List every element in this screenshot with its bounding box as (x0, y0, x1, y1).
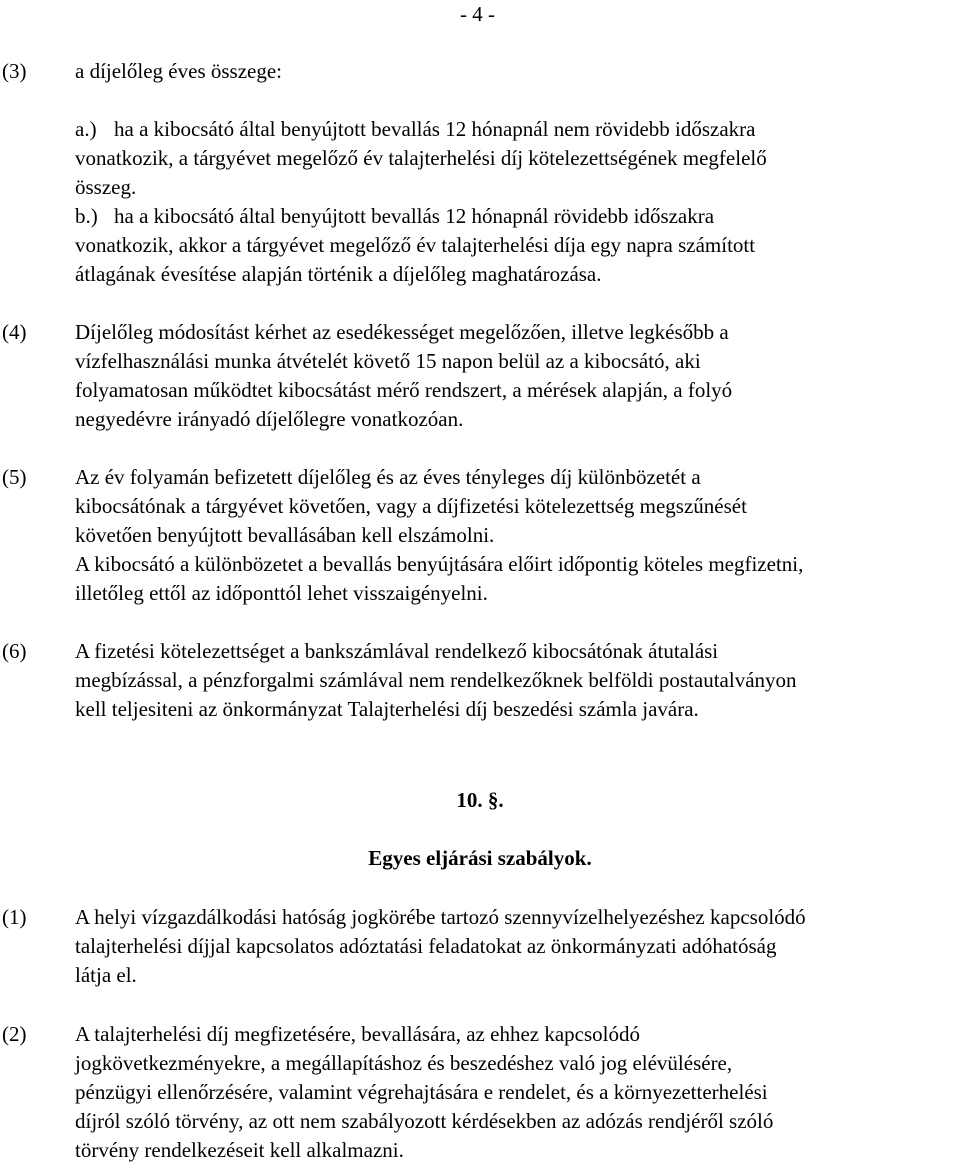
paragraph-6-line-1: A fizetési kötelezettséget a bankszámlával rendelkező kibocsátónak átutalási (75, 639, 719, 663)
item-a-marker: a.) (75, 117, 97, 141)
paragraph-5-line-1: Az év folyamán befizetett díjelőleg és az éves tényleges díj különbözetét a (75, 465, 701, 489)
item-b-line-1: ha a kibocsátó által benyújtott bevallás 12 hónapnál rövidebb időszakra (114, 204, 715, 228)
item-a-line-1: ha a kibocsátó által benyújtott bevallás 12 hónapnál nem rövidebb időszakra (114, 117, 756, 141)
paragraph-number-4: (4) (2, 320, 27, 344)
paragraph-number-3: (3) (2, 59, 27, 83)
section-paragraph-2-line-2: jogkövetkezményekre, a megállapításhoz és beszedéshez való jog elévülésére, (75, 1051, 733, 1075)
paragraph-4-line-4: negyedévre irányadó díjelőlegre vonatkozóan. (75, 407, 464, 431)
item-b-marker: b.) (75, 204, 98, 228)
section-paragraph-1-line-2: talajterhelési díjjal kapcsolatos adóztatási feladatokat az önkormányzati adóhatóság (75, 934, 777, 958)
section-number: 10. §. (456, 788, 504, 812)
section-paragraph-1-line-1: A helyi vízgazdálkodási hatóság jogkörébe tartozó szennyvízelhelyezéshez kapcsolódó (75, 905, 806, 929)
paragraph-5-line-2: kibocsátónak a tárgyévet követően, vagy a díjfizetési kötelezettség megszűnését (75, 494, 747, 518)
paragraph-number-5: (5) (2, 465, 27, 489)
section-title: Egyes eljárási szabályok. (368, 846, 592, 870)
paragraph-5-line-5: illetőleg ettől az időponttól lehet visszaigényelni. (75, 581, 488, 605)
paragraph-6-line-3: kell teljesiteni az önkormányzat Talajterhelési díj beszedési számla javára. (75, 697, 699, 721)
paragraph-4-line-2: vízfelhasználási munka átvételét követő 15 napon belül az a kibocsátó, aki (75, 349, 701, 373)
page-number: - 4 - (460, 2, 495, 26)
paragraph-3-intro: a díjelőleg éves összege: (75, 59, 283, 83)
paragraph-5-line-3: követően benyújtott bevallásában kell elszámolni. (75, 523, 495, 547)
item-b-line-2: vonatkozik, akkor a tárgyévet megelőző év talajterhelési díja egy napra számított (75, 233, 756, 257)
paragraph-4-line-1: Díjelőleg módosítást kérhet az esedékességet megelőzően, illetve legkésőbb a (75, 320, 729, 344)
paragraph-4-line-3: folyamatosan működtet kibocsátást mérő rendszert, a mérések alapján, a folyó (75, 378, 733, 402)
section-paragraph-2-line-1: A talajterhelési díj megfizetésére, bevallására, az ehhez kapcsolódó (75, 1022, 640, 1046)
section-paragraph-number-1: (1) (2, 905, 27, 929)
item-a-line-3: összeg. (75, 175, 137, 199)
section-paragraph-number-2: (2) (2, 1022, 27, 1046)
item-a-line-2: vonatkozik, a tárgyévet megelőző év talajterhelési díj kötelezettségének megfelelő (75, 146, 767, 170)
paragraph-5-line-4: A kibocsátó a különbözetet a bevallás benyújtására előirt időpontig köteles megfizetni, (75, 552, 804, 576)
paragraph-6-line-2: megbízással, a pénzforgalmi számlával nem rendelkezőknek belföldi postautalványon (75, 668, 797, 692)
section-paragraph-2-line-3: pénzügyi ellenőrzésére, valamint végrehajtására e rendelet, és a környezetterhelési (75, 1080, 768, 1104)
section-paragraph-2-line-5: törvény rendelkezéseit kell alkalmazni. (75, 1138, 404, 1162)
paragraph-number-6: (6) (2, 639, 27, 663)
section-paragraph-1-line-3: látja el. (75, 963, 137, 987)
item-b-line-3: átlagának évesítése alapján történik a díjelőleg maghatározása. (75, 262, 602, 286)
section-paragraph-2-line-4: díjról szóló törvény, az ott nem szabályozott kérdésekben az adózás rendjéről szóló (75, 1109, 774, 1133)
